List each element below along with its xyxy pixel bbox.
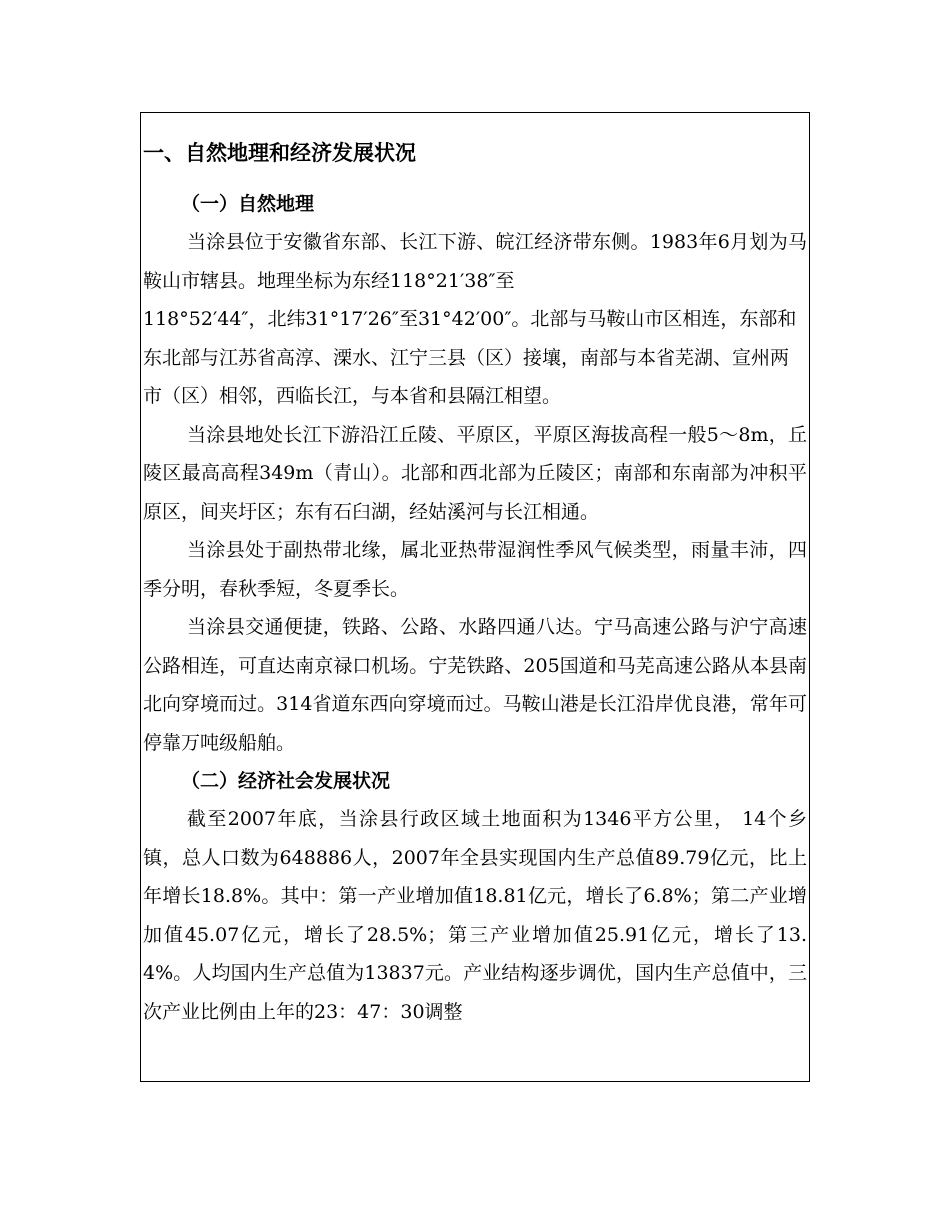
paragraph-climate: 当涂县处于副热带北缘，属北亚热带湿润性季风气候类型，雨量丰沛，四季分明，春秋季短，冬夏季长。 bbox=[143, 539, 807, 600]
subsection-heading-geography: （一）自然地理 bbox=[181, 193, 315, 215]
paragraph-transport: 当涂县交通便捷，铁路、公路、水路四通八达。宁马高速公路与沪宁高速公路相连，可直达南京禄口机场。宁芜铁路、205国道和马芜高速公路从本县南北向穿境而过。314省道东西向穿境而过。马鞍山港是长江沿岸优良港，常年可停靠万吨级船舶。 bbox=[143, 616, 807, 754]
section-heading: 一、自然地理和经济发展状况 bbox=[143, 141, 416, 165]
paragraph-location-line: 当涂县位于安徽省东部、长江下游、皖江经济带东侧。1983年6月划为马鞍山市辖县。地理坐标为东经118°21′38″至 bbox=[143, 231, 807, 292]
paragraph-economy: 截至2007年底，当涂县行政区域土地面积为1346平方公里， 14个乡镇，总人口数为648886人，2007年全县实现国内生产总值89.79亿元，比上年增长18.8%。其中：第一产业增加值18.81亿元，增长了6.8%；第二产业增加值45.07亿元，增长了28.5%；第三产业增加值25.91亿元，增长了13.4%。人均国内生产总值为13837元。产业结构逐步调优，国内生产总值中，三次产业比例由上年的23：47：30调整 bbox=[143, 808, 807, 1023]
paragraph-terrain: 当涂县地处长江下游沿江丘陵、平原区，平原区海拔高程一般5～8m，丘陵区最高高程349m（青山）。北部和西北部为丘陵区；南部和东南部为冲积平原区，间夹圩区；东有石臼湖，经姑溪河与长江相通。 bbox=[143, 423, 807, 523]
document-content bbox=[143, 113, 807, 1031]
subsection-heading-economy: （二）经济社会发展状况 bbox=[181, 770, 391, 792]
document-frame bbox=[140, 112, 810, 1082]
paragraph-location-coordinates: 118°52′44″，北纬31°17′26″至31°42′00″。北部与马鞍山市区相连，东部和东北部与江苏省高淳、溧水、江宁三县（区）接壤，南部与本省芜湖、宣州两市（区）相邻，西临长江，与本省和县隔江相望。 bbox=[143, 308, 797, 407]
paragraph-location bbox=[143, 223, 807, 300]
